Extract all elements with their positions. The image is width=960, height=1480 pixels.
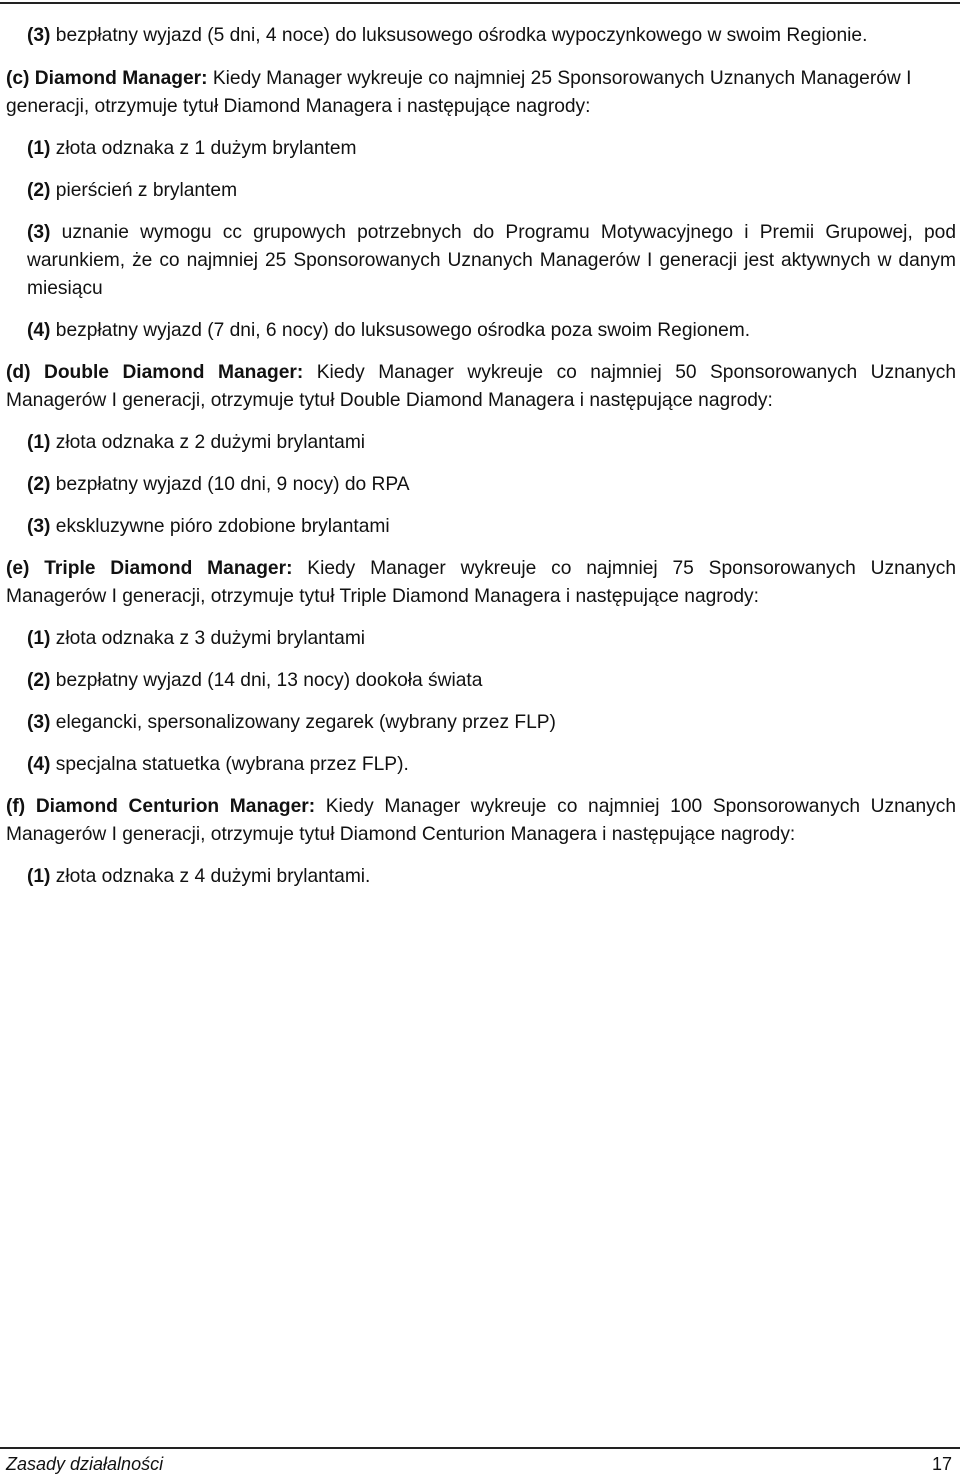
document-body [6,22,956,891]
level-diamond-centurion-manager: (f) Diamond Centurion Manager: Kiedy Manager wykreuje co najmniej 100 Sponsorowanych Uznanych Managerów I generacji, otrzymuje tytuł Diamond Centurion Managera i następujące nagrody: [6,796,956,845]
reward-item: (1) złota odznaka z 2 dużymi brylantami [27,432,366,453]
reward-item: (2) bezpłatny wyjazd (14 dni, 13 nocy) dookoła świata [27,670,483,691]
level-double-diamond-manager: (d) Double Diamond Manager: Kiedy Manager wykreuje co najmniej 50 Sponsorowanych Uznanych Managerów I generacji, otrzymuje tytuł Double Diamond Managera i następujące nagrody: [6,362,956,411]
reward-item: (3) ekskluzywne pióro zdobione brylantami [27,516,390,537]
reward-item: (3) bezpłatny wyjazd (5 dni, 4 noce) do luksusowego ośrodka wypoczynkowego w swoim Regionie. [27,25,868,46]
reward-item: (3) uznanie wymogu cc grupowych potrzebnych do Programu Motywacyjnego i Premii Grupowej, pod warunkiem, że co najmniej 25 Sponsorowanych Uznanych Managerów I generacji jest aktywnych w danym miesiącu [27,222,956,299]
reward-item: (4) specjalna statuetka (wybrana przez FLP). [27,754,409,775]
footer-section-title: Zasady działalności [6,1454,164,1474]
reward-item: (1) złota odznaka z 4 dużymi brylantami. [27,866,371,887]
level-triple-diamond-manager: (e) Triple Diamond Manager: Kiedy Manager wykreuje co najmniej 75 Sponsorowanych Uznanych Managerów I generacji, otrzymuje tytuł Triple Diamond Managera i następujące nagrody: [6,558,956,607]
level-diamond-manager: (c) Diamond Manager: Kiedy Manager wykreuje co najmniej 25 Sponsorowanych Uznanych Managerów I generacji, otrzymuje tytuł Diamond Managera i następujące nagrody: [6,68,912,117]
reward-item: (3) elegancki, spersonalizowany zegarek (wybrany przez FLP) [27,712,556,733]
page-number: 17 [931,1454,952,1474]
reward-item: (1) złota odznaka z 1 dużym brylantem [27,138,357,159]
top-rule [0,2,960,4]
reward-item: (1) złota odznaka z 3 dużymi brylantami [27,628,366,649]
reward-item: (2) bezpłatny wyjazd (10 dni, 9 nocy) do RPA [27,474,410,495]
footer-rule [0,1447,960,1449]
reward-item: (2) pierścień z brylantem [27,180,238,201]
reward-item: (4) bezpłatny wyjazd (7 dni, 6 nocy) do luksusowego ośrodka poza swoim Regionem. [27,320,751,341]
